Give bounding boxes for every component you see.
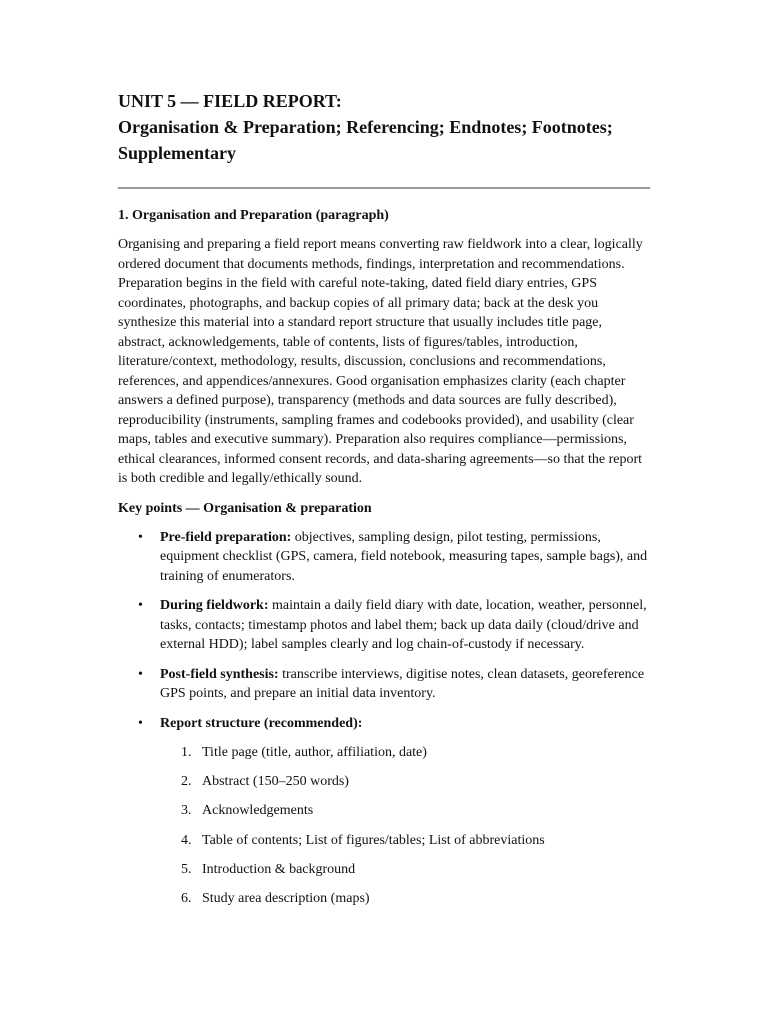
structure-item-text: Table of contents; List of figures/tables; List of abbreviations [202,832,545,848]
bullet-label: Report structure (recommended): [160,715,363,731]
structure-item-text: Study area description (maps) [202,890,370,906]
structure-item-text: Abstract (150–250 words) [202,774,349,790]
report-structure-list [118,743,650,908]
structure-item [118,801,650,820]
section-1-paragraph: Organising and preparing a field report means converting raw fieldwork into a clear, logically ordered document that documents methods, findings, interpretation and recommendations. Preparation begins in the field with careful note-taking, dated field diary entries, GPS coordinates, photographs, and backup copies of all primary data; back at the desk you synthesize this material into a standard report structure that usually includes title page, abstract, acknowledgements, table of contents, lists of figures/tables, introduction, literature/context, methodology, results, discussion, conclusions and recommendations, references, and appendices/annexures. Good organisation emphasizes clarity (each chapter answers a defined purpose), transparency (methods and data sources are fully described), reproducibility (instruments, sampling frames and codebooks provided), and usability (clear maps, tables and executive summary). Preparation also requires compliance—permissions, ethical clearances, informed consent records, and data-sharing agreements—so that the report is both credible and legally/ethically sound. [118,237,643,486]
bullet-icon: • [138,598,143,613]
page-title [118,88,650,166]
structure-item-number: 2. [181,774,192,790]
title-line-1: UNIT 5 — FIELD REPORT: [118,91,342,111]
structure-item [118,831,650,850]
section-1-heading: 1. Organisation and Preparation (paragraph) [118,208,389,223]
structure-item [118,889,650,908]
structure-item-text: Acknowledgements [202,803,314,819]
bullet-label: Post-field synthesis: [160,666,279,682]
structure-item-number: 1. [181,745,192,760]
bullet-icon: • [138,666,143,682]
structure-item-text: Title page (title, author, affiliation, date) [202,745,427,760]
bullet-text: objectives, sampling design, pilot testing, permissions, equipment checklist (GPS, camera, field notebook, measuring tapes, sample bags), and training of enumerators. [160,529,648,584]
structure-item-number: 5. [181,861,192,877]
bullet-label: Pre-field preparation: [160,529,292,545]
structure-item [118,772,650,791]
document-page [118,88,650,918]
structure-item [118,743,650,762]
list-item [118,714,650,908]
title-line-2: Organisation & Preparation; Referencing; Endnotes; Footnotes; [118,117,613,137]
title-line-3: Supplementary [118,143,237,163]
structure-item [118,860,650,879]
bullet-text: maintain a daily field diary with date, location, weather, personnel, tasks, contacts; timestamp photos and label them; back up data daily (cloud/drive and external HDD); label samples clearly and log chain-of-custody if necessary. [160,598,647,652]
structure-item-number: 3. [181,803,192,819]
bullet-icon: • [138,715,143,731]
structure-item-number: 4. [181,832,192,848]
list-item [118,528,650,587]
list-item [118,665,650,704]
bullet-icon: • [138,529,143,545]
bullet-label: During fieldwork: [160,598,269,613]
bullet-text: transcribe interviews, digitise notes, clean datasets, georeference GPS points, and prepare an initial data inventory. [160,666,645,701]
key-points-heading: Key points — Organisation & preparation [118,500,372,516]
horizontal-divider [118,187,650,189]
list-item [118,596,650,655]
structure-item-text: Introduction & background [202,861,356,877]
structure-item-number: 6. [181,890,192,906]
key-points-list [118,528,650,908]
